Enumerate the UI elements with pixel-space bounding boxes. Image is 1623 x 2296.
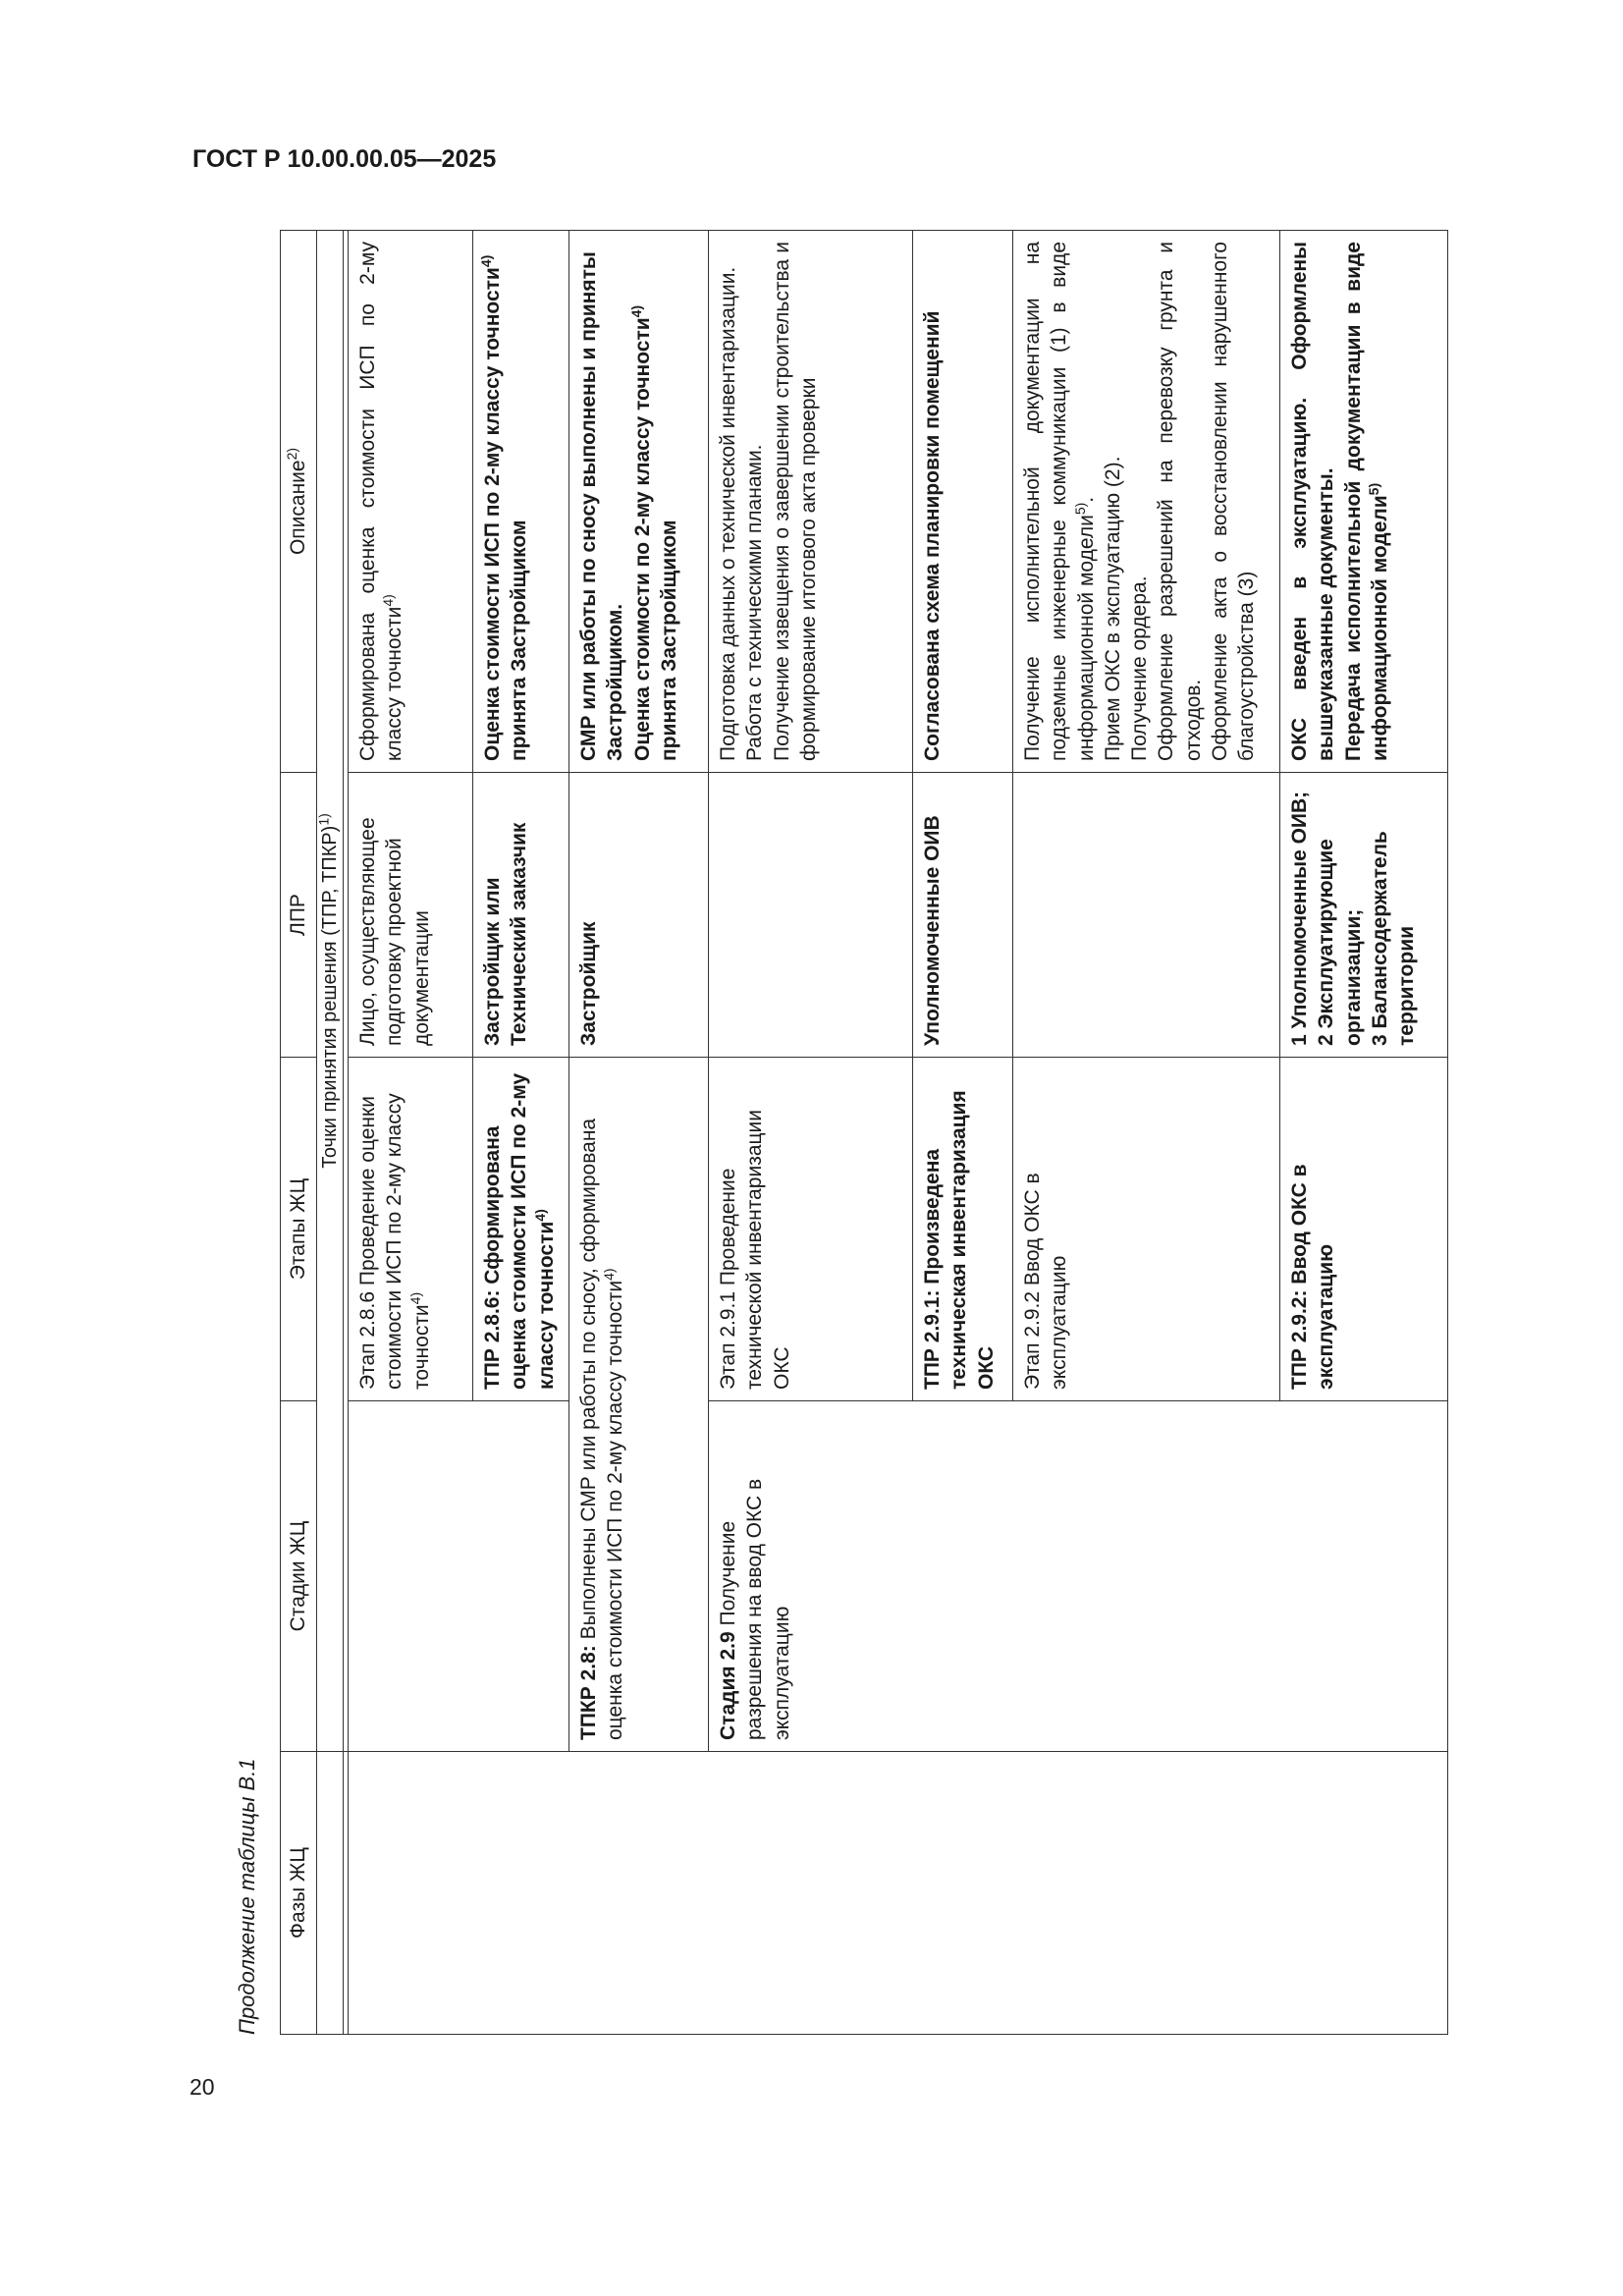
step-cell: ТПР 2.9.1: Произведена техническая инвентаризация ОКС xyxy=(913,1058,1013,1401)
tpkr-cell: ТПКР 2.8: Выполнены СМР или работы по сносу, сформирована оценка стоимости ИСП по 2-му классу точности$^{4)}$ xyxy=(569,1058,709,1752)
lpr-cell xyxy=(709,773,913,1058)
tpr-header-row xyxy=(317,231,344,2035)
description-cell: СМР или работы по сносу выполнены и приняты Застройщиком. Оценка стоимости по 2-му классу точности$^{4)}$ принята Застройщиком xyxy=(569,231,709,773)
col-header-steps: Этапы ЖЦ xyxy=(281,1058,317,1401)
stage-cell xyxy=(349,1401,569,1752)
col-header-description: Описание$^{2)}$ xyxy=(281,231,317,773)
description-line: Работа с техническими планами. xyxy=(743,444,767,761)
document-code: ГОСТ Р 10.00.00.05—2025 xyxy=(192,145,497,173)
rotated-table-block xyxy=(226,228,1451,2035)
col-header-stages: Стадии ЖЦ xyxy=(281,1401,317,1752)
page-number: 20 xyxy=(189,2074,215,2100)
step-cell: ТПР 2.9.2: Ввод ОКС в эксплуатацию xyxy=(1280,1058,1448,1401)
description-line: Прием ОКС в эксплуатацию (2). xyxy=(1101,456,1124,761)
description-cell: Оценка стоимости ИСП по 2-му классу точности$^{4)}$ принята Застройщиком xyxy=(473,231,569,773)
description-line: Получение извещения о завершении строительства и формирование итогового акта проверки xyxy=(770,242,820,761)
step-cell: Этап 2.9.2 Ввод ОКС в эксплуатацию xyxy=(1013,1058,1280,1401)
description-line: Оформление разрешений на перевозку грунта и отходов. xyxy=(1155,242,1205,761)
lpr-cell: Лицо, осуществляющее подготовку проектной документации xyxy=(349,773,473,1058)
description-cell: Согласована схема планировки помещений xyxy=(913,231,1013,773)
description-cell: Сформирована оценка стоимости ИСП по 2-му классу точности$^{4)}$ xyxy=(349,231,473,773)
table-row xyxy=(349,231,473,2035)
phase-cell xyxy=(349,1752,1448,2035)
lpr-cell xyxy=(1013,773,1280,1058)
lpr-line: 3 Балансодержатель территории xyxy=(1368,831,1419,1046)
description-cell: ОКС введен в эксплуатацию. Оформлены вышеуказанные документы. Передача исполнительной документации в виде информационной модели$^{5)}$ xyxy=(1280,231,1448,773)
description-line: Получение ордера. xyxy=(1128,575,1152,761)
step-cell: Этап 2.9.1 Проведение технической инвентаризации ОКС xyxy=(709,1058,913,1401)
table-continuation-caption: Продолжение таблицы В.1 xyxy=(235,1758,259,2035)
lpr-line: 1 Уполномоченные ОИВ; xyxy=(1288,791,1311,1046)
lpr-cell: Застройщик xyxy=(569,773,709,1058)
description-line: Получение исполнительной документации на подземные инженерные коммуникации (1) в виде информационной модели$^{5)}$. xyxy=(1021,242,1098,761)
stage-cell: Стадия 2.9 Получение разрешения на ввод ОКС в эксплуатацию xyxy=(709,1401,1448,1752)
tpr-header: Точки принятия решения (ТПР, ТПКР)$^{1)}$ xyxy=(317,231,344,1752)
lpr-cell xyxy=(1280,773,1448,1058)
col-header-phases: Фазы ЖЦ xyxy=(281,1752,317,2035)
lifecycle-table xyxy=(280,230,1448,2035)
table-header-row xyxy=(281,231,317,2035)
col-header-lpr: ЛПР xyxy=(281,773,317,1058)
description-line: Подготовка данных о технической инвентаризации. xyxy=(717,266,739,761)
step-cell: Этап 2.8.6 Проведение оценки стоимости ИСП по 2-му классу точности$^{4)}$ xyxy=(349,1058,473,1401)
lpr-cell: Застройщик или Технический заказчик xyxy=(473,773,569,1058)
lpr-line: 2 Эксплуатирующие организации; xyxy=(1315,839,1365,1046)
lpr-cell: Уполномоченные ОИВ xyxy=(913,773,1013,1058)
description-line: Оформление акта о восстановлении нарушенного благоустройства (3) xyxy=(1209,242,1259,761)
step-cell: ТПР 2.8.6: Сформирована оценка стоимости ИСП по 2-му классу точности$^{4)}$ xyxy=(473,1058,569,1401)
description-cell xyxy=(1013,231,1280,773)
description-cell xyxy=(709,231,913,773)
